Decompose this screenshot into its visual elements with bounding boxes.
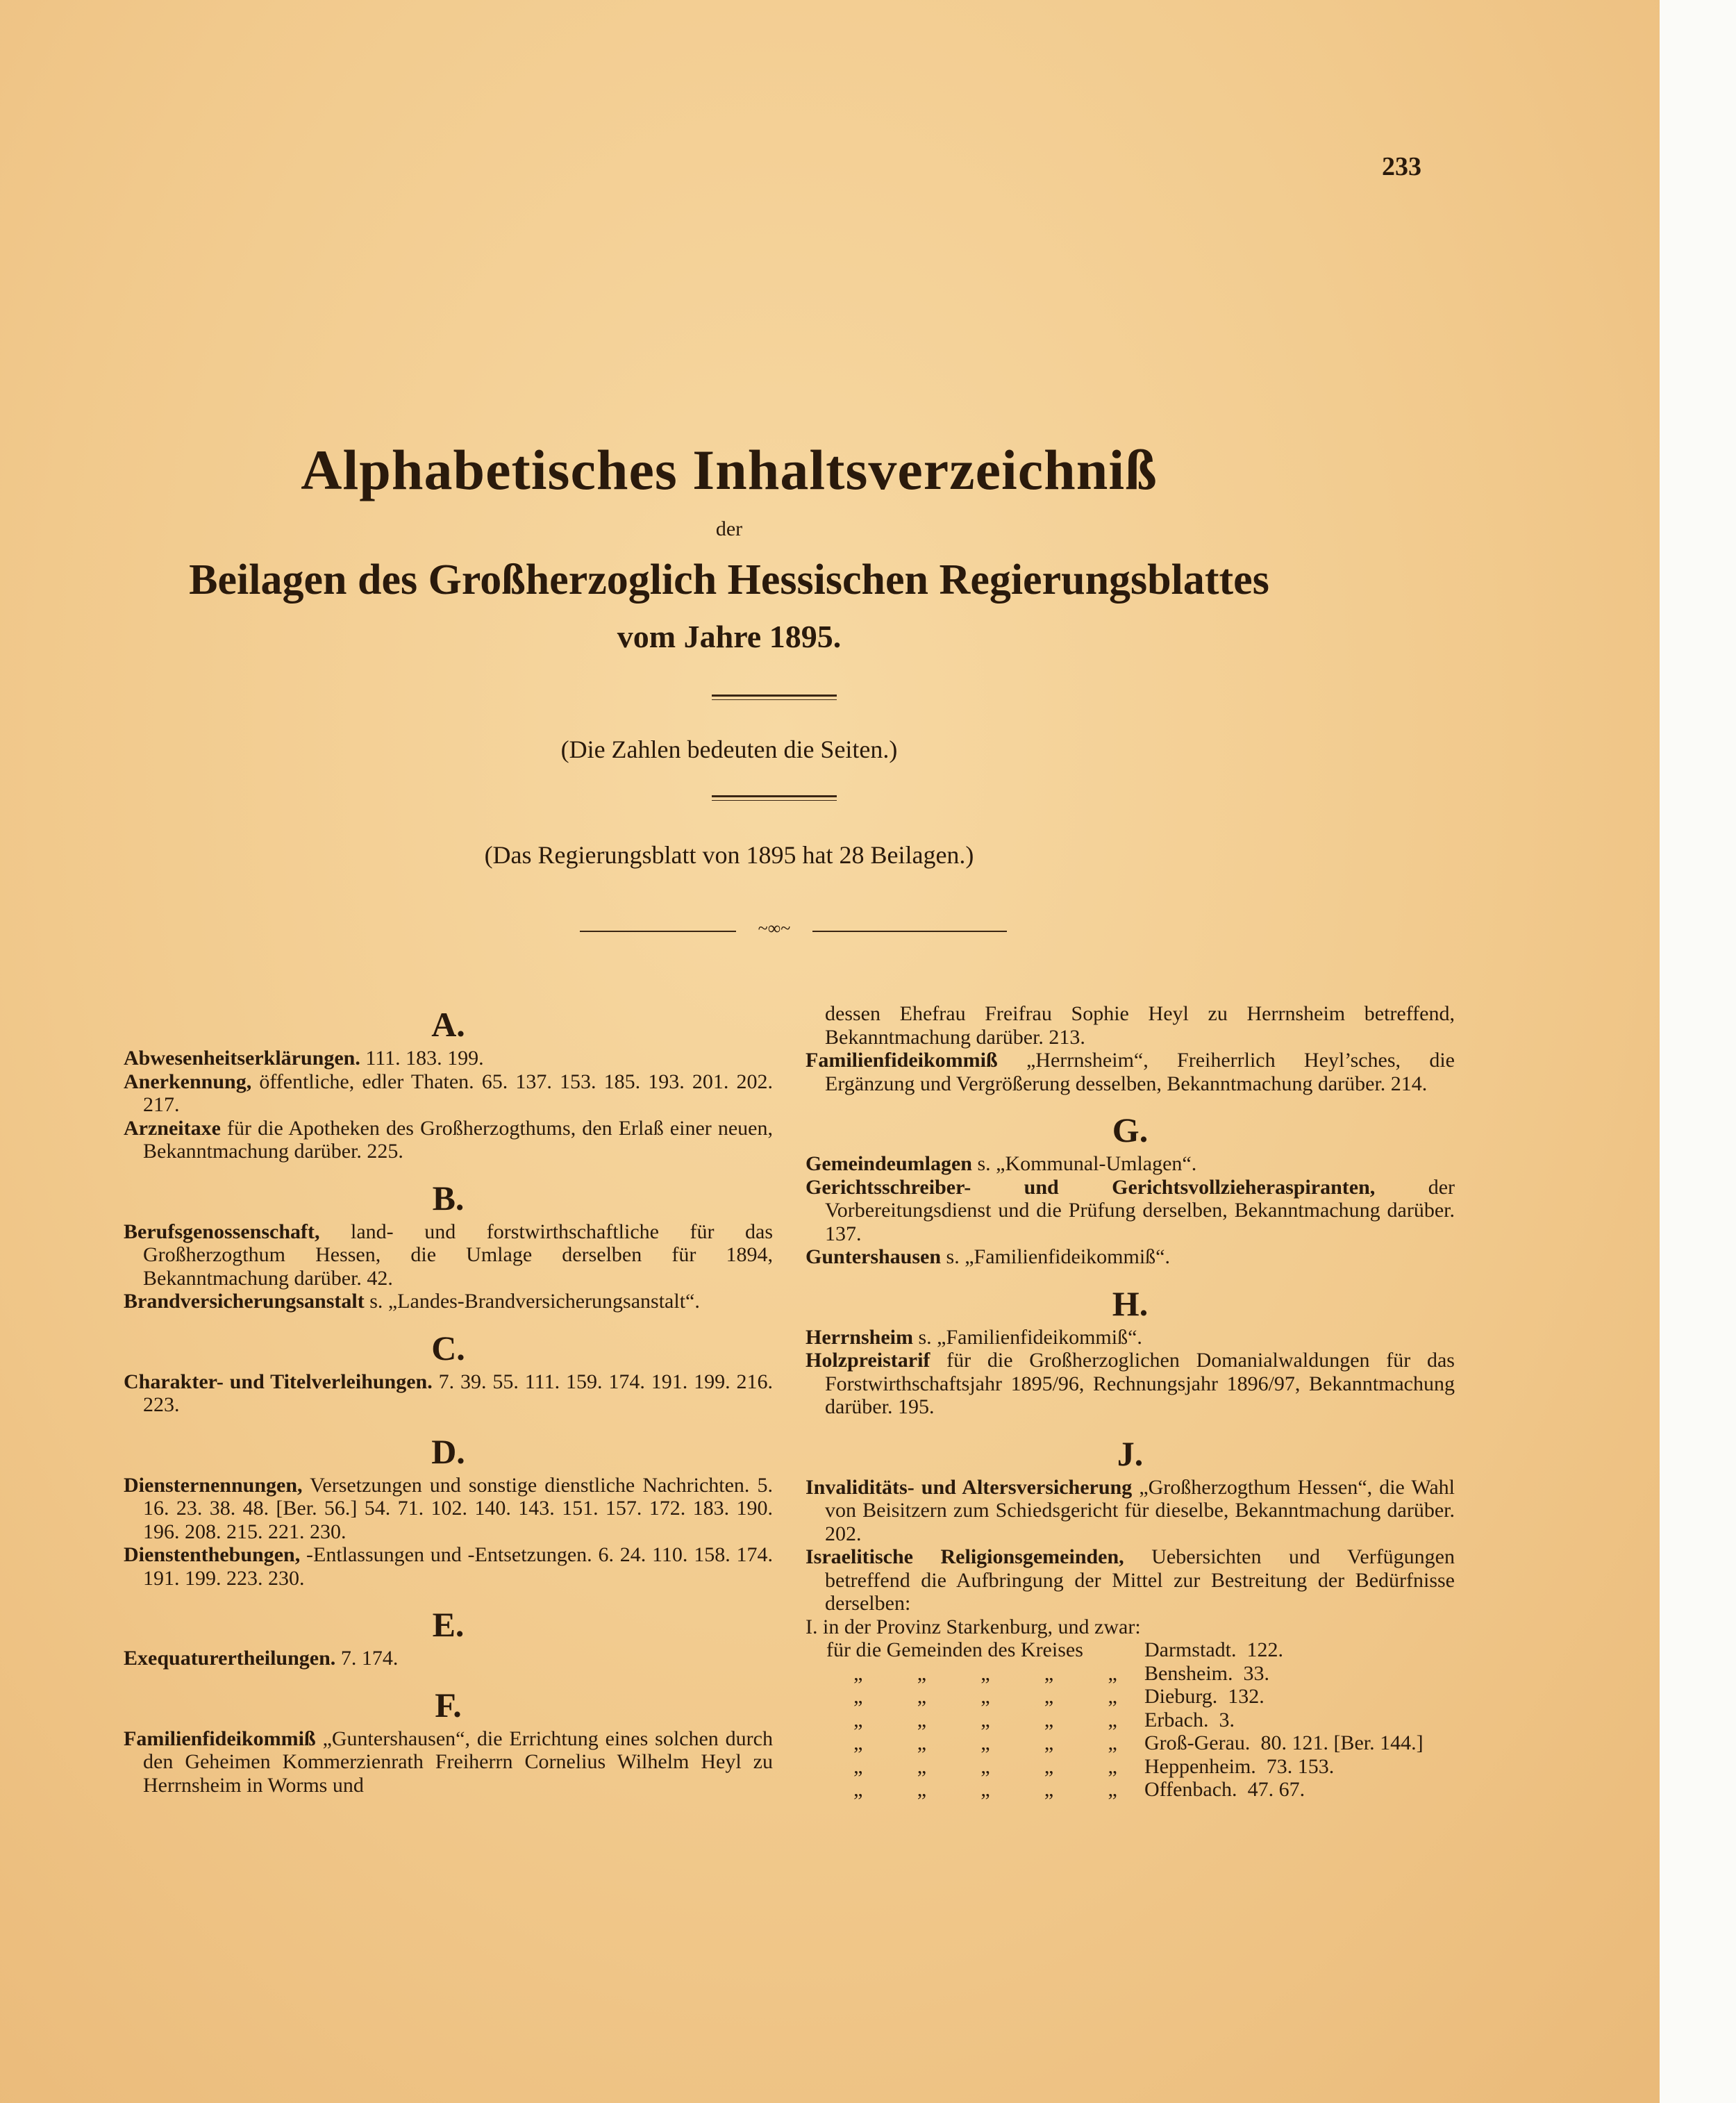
entry-text: der Vorbereitungsdienst und die Prüfung derselben, Bekanntmachung darüber. 137. [825,1175,1455,1245]
entry-term: Herrnsheim [806,1325,913,1349]
kreis-lead [806,1778,1144,1802]
index-entry [124,1543,773,1590]
ditto-mark: „ [853,1661,863,1685]
kreis-pages [1144,1662,1455,1686]
ditto-mark: „ [1044,1778,1054,1801]
ditto-mark: „ [1108,1778,1117,1801]
index-entry [124,1727,773,1797]
ditto-mark: „ [1108,1661,1117,1685]
kreis-page-list: 73. 153. [1266,1754,1335,1778]
section-letter: B. [432,1178,465,1217]
right-column [806,1002,1455,1802]
kreis-name: Heppenheim. [1144,1754,1256,1778]
divider [580,931,736,932]
kreis-page-list: 80. 121. [Ber. 144.] [1260,1731,1424,1754]
entry-term: Familienfideikommiß [806,1049,998,1072]
index-entry [124,1647,773,1670]
kreis-name: Darmstadt. [1144,1638,1237,1661]
kreis-pages [1144,1731,1455,1755]
kreis-page-list: 122. [1246,1638,1283,1661]
entry-term: Familienfideikommiß [124,1727,316,1750]
index-entry [124,1290,773,1313]
kreis-row [806,1755,1455,1779]
kreis-pages [1144,1778,1455,1802]
index-entry [124,1474,773,1544]
document-subtitle: Beilagen des Großherzoglich Hessischen Regierungsblattes [189,556,1269,604]
kreis-page-list: 3. [1219,1708,1235,1731]
entry-text: -Entlassungen und -Entsetzungen. 6. 24. 110. 158. 174. 191. 199. 223. 230. [143,1543,773,1590]
index-entry [124,1070,773,1117]
kreis-row [806,1731,1455,1755]
entry-text: „Guntershausen“, die Errichtung eines solchen durch den Geheimen Kommerzienrath Freiherrn Cornelius Wilhelm Heyl zu Herrnsheim in Worms und [143,1727,773,1797]
index-entry [806,1545,1455,1615]
ditto-mark: „ [853,1685,863,1708]
kreis-lead [806,1731,1144,1755]
kreis-name: Offenbach. [1144,1778,1237,1801]
entry-text: dessen Ehefrau Freifrau Sophie Heyl zu Herrnsheim betreffend, Bekanntmachung darüber. 213. [825,1002,1455,1049]
index-entry [806,1049,1455,1095]
ditto-mark: „ [1108,1685,1117,1708]
ditto-mark: „ [917,1754,927,1778]
index-entry [806,1002,1455,1049]
ditto-mark: „ [1044,1708,1054,1731]
entry-term: Dienstenthebungen, [124,1543,301,1566]
entry-term: Holzpreistarif [806,1349,930,1372]
kreis-lead [806,1662,1144,1686]
kreis-lead [806,1709,1144,1732]
ditto-mark: „ [917,1685,927,1708]
kreis-name: Groß-Gerau. [1144,1731,1251,1754]
entry-text: für die Großherzoglichen Domanialwaldungen für das Forstwirthschaftsjahr 1895/96, Rechnungsjahr 1896/97, Bekanntmachung darüber. 195. [825,1349,1455,1418]
index-entry [806,1349,1455,1419]
kreis-lead [806,1685,1144,1709]
kreis-pages [1144,1638,1455,1662]
entry-term: Arzneitaxe [124,1116,221,1140]
ditto-mark: „ [980,1685,990,1708]
ditto-mark: „ [980,1661,990,1685]
kreis-name: Bensheim. [1144,1661,1233,1685]
ditto-mark: „ [917,1731,927,1754]
kreis-name: Erbach. [1144,1708,1209,1731]
ditto-mark: „ [853,1778,863,1801]
ditto-mark: „ [1044,1661,1054,1685]
section-letter: H. [1112,1283,1149,1323]
province-heading: I. in der Provinz Starkenburg, und zwar: [806,1615,1141,1638]
page-number: 233 [1382,152,1421,181]
section-letter: A. [431,1005,465,1044]
kreis-page-list: 132. [1228,1685,1265,1708]
ditto-mark: „ [1108,1731,1117,1754]
document-year: vom Jahre 1895. [617,619,842,654]
ditto-mark: „ [853,1708,863,1731]
divider [812,931,1007,932]
ditto-mark: „ [917,1778,927,1801]
index-entry [806,1176,1455,1246]
entry-text: 111. 183. 199. [360,1047,484,1070]
index-entry [806,1476,1455,1546]
kreis-lead [806,1638,1144,1662]
section-letter: F. [435,1685,462,1724]
kreis-row [806,1638,1455,1662]
index-entry [806,1326,1455,1349]
entry-text: Uebersichten und Verfügungen betreffend die Aufbringung der Mittel zur Bestreitung der Bedürfnisse derselben: [825,1545,1455,1615]
entry-term: Berufsgenossenschaft, [124,1220,320,1243]
ditto-mark: „ [853,1754,863,1778]
entry-term: Anerkennung, [124,1070,252,1093]
ditto-mark: „ [1044,1754,1054,1778]
ditto-mark: „ [853,1731,863,1754]
note-supplements: (Das Regierungsblatt von 1895 hat 28 Beilagen.) [484,841,974,869]
index-entry [124,1370,773,1417]
kreis-row [806,1709,1455,1732]
ditto-mark: „ [917,1708,927,1731]
index-entry [124,1047,773,1070]
entry-text: Versetzungen und sonstige dienstliche Nachrichten. 5. 16. 23. 38. 48. [Ber. 56.] 54. 71. 102. 140. 143. 151. 157. 172. 183. 190. 196. 208. 215. 221. 230. [143,1473,773,1543]
entry-text: 7. 174. [335,1647,399,1670]
index-entry [806,1245,1455,1269]
entry-term: Exequaturertheilungen. [124,1647,336,1670]
ditto-mark: „ [1108,1708,1117,1731]
title-connector: der [715,517,743,540]
kreis-pages [1144,1685,1455,1709]
entry-text: s. „Familienfideikommiß“. [941,1245,1170,1268]
note-numbers: (Die Zahlen bedeuten die Seiten.) [560,735,898,763]
ditto-mark: „ [1108,1754,1117,1778]
entry-text: 7. 39. 55. 111. 159. 174. 191. 199. 216. 223. [143,1370,773,1416]
entry-text: „Herrnsheim“, Freiherrlich Heyl’sches, die Ergänzung und Vergrößerung desselben, Bekanntmachung darüber. 214. [825,1049,1455,1095]
kreis-name: Dieburg. [1144,1685,1218,1708]
index-entry [806,1152,1455,1176]
entry-text: „Großherzogthum Hessen“, die Wahl von Beisitzern zum Schiedsgericht für dieselbe, Bekanntmachung darüber. 202. [825,1475,1455,1545]
entry-text: öffentliche, edler Thaten. 65. 137. 153. 185. 193. 201. 202. 217. [143,1070,773,1116]
ditto-mark: „ [980,1754,990,1778]
entry-text: land- und forstwirthschaftliche für das Großherzogthum Hessen, die Umlage derselben für 1894, Bekanntmachung darüber. 42. [143,1220,773,1290]
divider [712,695,837,697]
kreis-pages [1144,1755,1455,1779]
kreis-lead [806,1755,1144,1779]
ditto-mark: „ [980,1731,990,1754]
ornament-icon: ~∞~ [758,918,791,938]
ditto-mark: „ [917,1661,927,1685]
kreis-row [806,1778,1455,1802]
entry-term: Gerichtsschreiber- und Gerichtsvollzieheraspiranten, [806,1175,1376,1199]
kreis-row [806,1662,1455,1686]
section-letter: E. [432,1605,465,1644]
entry-text: s. „Kommunal-Umlagen“. [972,1152,1197,1175]
page-edge [1660,0,1736,2103]
section-letter: C. [431,1328,465,1368]
index-entry [124,1220,773,1290]
index-entry [124,1117,773,1163]
left-column [124,990,773,1797]
ditto-mark: „ [980,1778,990,1801]
entry-term: Israelitische Religionsgemeinden, [806,1545,1124,1568]
entry-text: s. „Familienfideikommiß“. [912,1325,1142,1349]
ditto-mark: „ [980,1708,990,1731]
kreis-page-list: 47. 67. [1247,1778,1305,1801]
section-letter: G. [1112,1111,1149,1149]
entry-term: Invaliditäts- und Altersversicherung [806,1475,1133,1499]
section-letter: J. [1117,1433,1144,1473]
divider [712,800,837,801]
entry-term: Gemeindeumlagen [806,1152,972,1175]
kreis-pages [1144,1709,1455,1732]
entry-term: Diensternennungen, [124,1473,303,1497]
divider [712,699,837,700]
section-letter: D. [431,1431,465,1471]
ditto-mark: „ [1044,1685,1054,1708]
kreis-page-list: 33. [1243,1661,1269,1685]
document-title: Alphabetisches Inhaltsverzeichniß [301,438,1158,501]
ditto-mark: „ [1044,1731,1054,1754]
entry-term: Charakter- und Titelverleihungen. [124,1370,433,1393]
entry-text: für die Apotheken des Großherzogthums, den Erlaß einer neuen, Bekanntmachung darüber. 225. [143,1116,773,1163]
entry-term: Abwesenheitserklärungen. [124,1047,360,1070]
entry-term: Brandversicherungsanstalt [124,1290,365,1313]
kreis-row [806,1685,1455,1709]
kreis-lead-text: für die Gemeinden des Kreises [826,1638,1083,1661]
entry-text: s. „Landes-Brandversicherungsanstalt“. [364,1290,700,1313]
entry-term: Guntershausen [806,1245,942,1268]
divider [712,795,837,797]
